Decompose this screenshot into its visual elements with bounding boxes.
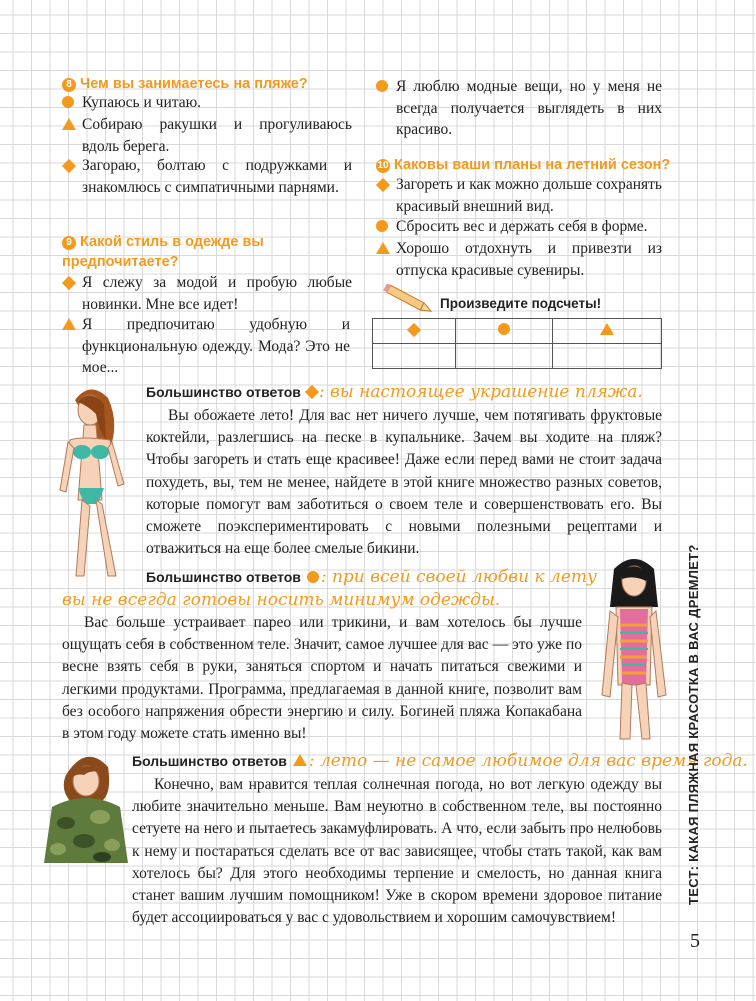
q10-option-3: Хорошо отдохнуть и привезти из отпуска красивые сувениры. (376, 238, 662, 281)
circle-marker-icon (62, 96, 74, 108)
tally-cell (456, 344, 552, 369)
diamond-marker-icon (62, 159, 76, 173)
question-number-badge: 8 (62, 78, 76, 92)
question-number-badge: 9 (62, 236, 76, 250)
tally-table (372, 318, 662, 369)
q10-option-1: Загореть и как можно дольше сохранять красивый внешний вид. (376, 174, 662, 217)
q8-option-2: Собираю ракушки и прогуливаюсь вдоль берега. (62, 114, 352, 157)
result-3-text: Конечно, вам нравится теплая солнечная погода, но вот легкую одежду вы любите значительно меньше. Вам неуютно в собственном теле, вы постоянно сетуете на него и пытаетесь закамуфлировать. А что, если забыть про нелюбовь к нему и постараться сделать все от вас зависящее, чтобы стать такой, как вам хотелось бы? Для этого необходимы терпение и смелость, но данная книга станет вашим лучшим помощником! Уже в скором времени здоровое питание будет ассоциироваться у вас с удовольствием и хорошим самочувствием! (132, 776, 662, 927)
calc-title: Произведите подсчеты! (440, 296, 602, 311)
camo-hoodie-woman-illustration (40, 745, 132, 865)
diamond-marker-icon (376, 178, 390, 192)
diamond-marker-icon (62, 276, 76, 290)
triangle-marker-icon (62, 318, 76, 330)
circle-marker-icon (376, 80, 388, 92)
q10-option-2: Сбросить вес и держать себя в форме. (376, 216, 662, 238)
q9-option-3: Я люблю модные вещи, но у меня не всегда получается выглядеть в них красиво. (376, 76, 662, 141)
q8-option-1: Купаюсь и читаю. (62, 92, 352, 114)
q8-option-3: Загораю, болтаю с подружками и знакомлюсь с симпатичными парнями. (62, 155, 352, 198)
q9-option-2: Я предпочитаю удобную и функциональную одежду. Мода? Это не мое... (62, 314, 352, 379)
question-9-title: 9 Какой стиль в одежде вы предпочитаете? (62, 234, 264, 270)
triangle-marker-icon (376, 242, 390, 254)
tally-cell (373, 344, 456, 369)
question-10-title: 10 Каковы ваши планы на летний сезон? (377, 157, 671, 173)
circle-marker-icon (307, 571, 319, 583)
triangle-marker-icon (62, 118, 76, 130)
pencil-icon (380, 284, 436, 314)
question-number-badge: 10 (377, 160, 389, 171)
triangle-marker-icon (600, 323, 614, 335)
result-2-text: Вас больше устраивает парео или трикини, и вам хотелось бы лучше ощущать себя в собственном теле. Значит, самое лучшее для вас — это уже по весне взять себя в руки, заняться спортом и начать питаться свежими и легкими продуктами. Программа, предлагаемая в данной книге, позволит вам без особого напряжения обрести энергию и силу. Богиней пляжа Копакабана в этом году можете стать именно вы! (62, 614, 582, 743)
result-1-text: Вы обожаете лето! Для вас нет ничего лучше, чем потягивать фруктовые коктейли, разлегшись на песке в купальнике. Зачем вы ходите на пляж? Чтобы загореть и стать еще красивее! Даже если перед вами не стоит задача похудеть, вы, тем не менее, найдете в этой книге множество разных советов, которые помогут вам заботиться о своем теле и совершенствовать его. Вы сможете поэкспериментировать с новыми полезными рецептами и отважиться на еще более смелые бикини. (146, 407, 662, 558)
bikini-woman-illustration (40, 380, 140, 580)
question-8-title: 8 Чем вы занимаетесь на пляже? (62, 74, 308, 94)
result-1-heading: Большинство ответов : вы настоящее украшение пляжа. (146, 382, 643, 402)
result-3-heading: Большинство ответов : лето — не самое любимое для вас время года. (132, 751, 748, 771)
q9-option-1: Я слежу за модой и пробую любые новинки. Мне все идет! (62, 272, 352, 315)
diamond-marker-icon (407, 323, 421, 337)
diamond-marker-icon (305, 385, 319, 399)
result-2-heading: Большинство ответов : при всей своей любви к лету (146, 567, 597, 587)
circle-marker-icon (376, 220, 388, 232)
swimsuit-woman-illustration (596, 555, 672, 740)
page-number: 5 (690, 930, 700, 952)
tally-cell (552, 344, 661, 369)
circle-marker-icon (498, 323, 510, 335)
triangle-marker-icon (293, 754, 307, 766)
result-2-heading-cont: вы не всегда готовы носить минимум одежды. (62, 590, 501, 610)
side-running-title: ТЕСТ: КАКАЯ ПЛЯЖНАЯ КРАСОТКА В ВАС ДРЕМЛЕТ? (686, 544, 701, 905)
